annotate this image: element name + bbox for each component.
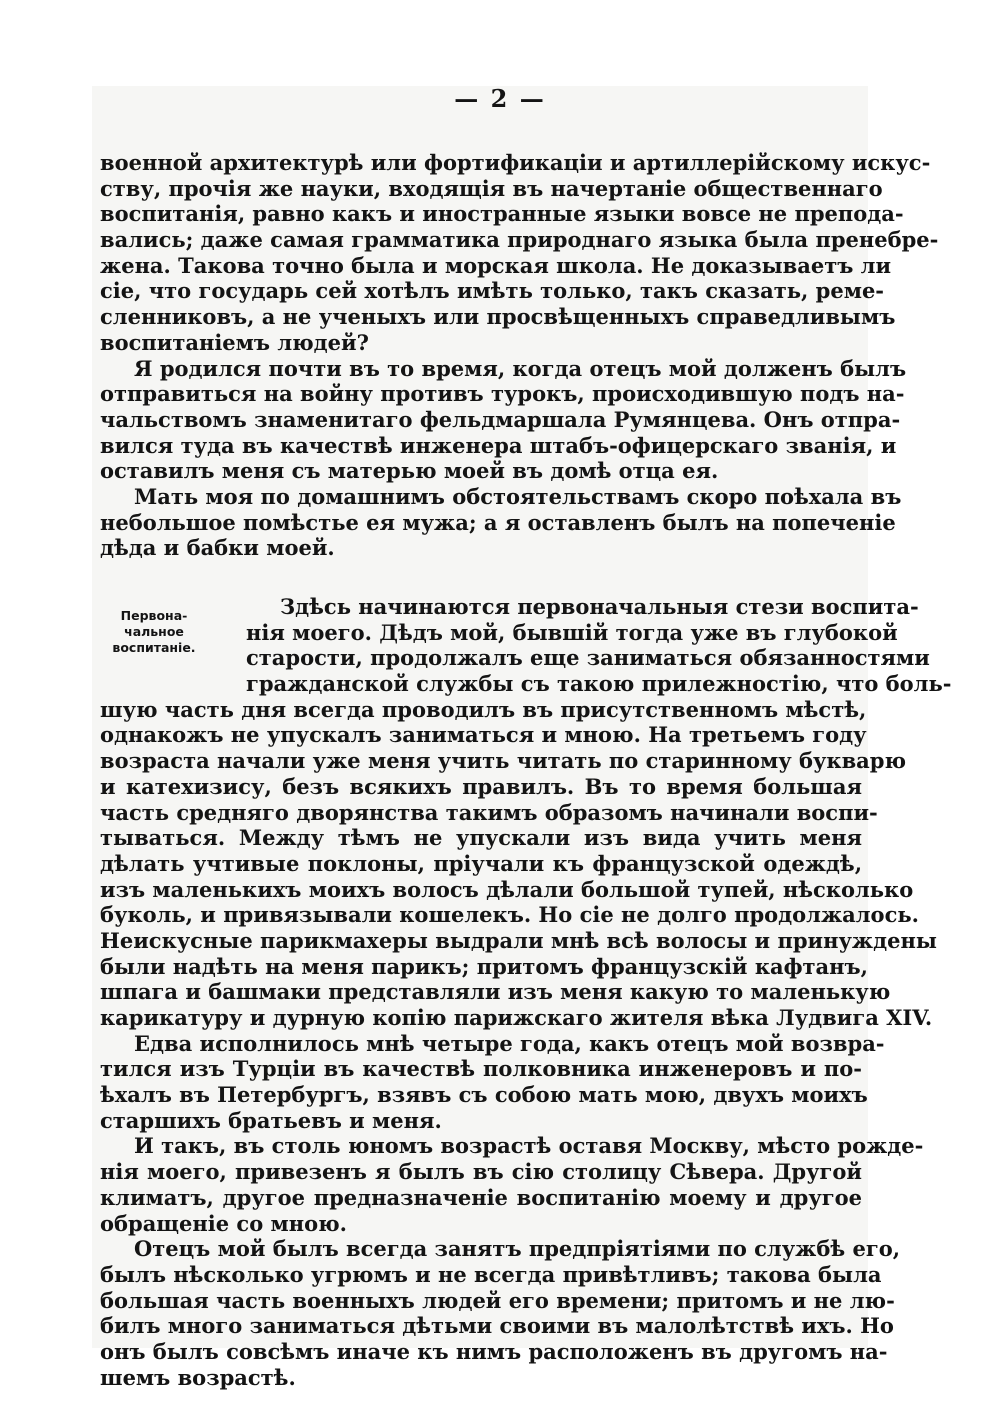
text-line: Неискусные парикмахеры выдрали мнѣ всѣ волосы и принуждены [100,927,937,953]
text-line: отправиться на войну противъ турокъ, происходившую подъ на- [100,381,905,407]
paragraph-5 [100,1030,885,1134]
paragraph-4 [100,594,952,1031]
text-line: старшихъ братьевъ и меня. [100,1107,442,1133]
text-line: онъ былъ совсѣмъ иначе къ нимъ расположенъ въ другомъ на- [100,1338,888,1364]
text-line: шую часть дня всегда проводилъ въ присутственномъ мѣстѣ, [100,696,867,722]
text-line: карикатуру и дурную копію парижскаго жителя вѣка Лудвига XIV. [100,1005,933,1030]
text-line: нія моего, привезенъ я былъ въ сію столицу Сѣвера. Другой [100,1159,862,1185]
text-line: дѣда и бабки моей. [100,535,335,561]
margin-note [100,608,208,656]
text-line: возраста начали уже меня учить читать по старинному букварю [100,748,907,774]
text-line: чальствомъ знаменитаго фельдмаршала Румянцева. Онъ отпра- [100,406,901,432]
text-line: старости, продолжалъ еще заниматься обязанностями [246,645,930,671]
text-line: были надѣть на меня парикъ; притомъ французскій кафтанъ, [100,953,868,979]
text-line: сіе, что государь сей хотѣлъ имѣть только, такъ сказать, реме- [100,278,885,304]
text-line: ству, прочія же науки, входящія въ начертаніе общественнаго [100,175,883,201]
text-line: Я родился почти въ то время, когда отецъ мой долженъ былъ [134,355,907,381]
text-line: изъ маленькихъ моихъ волосъ дѣлали большой тупей, нѣсколько [100,876,914,902]
text-line: обращеніе со мною. [100,1210,347,1236]
text-line: шемъ возрастѣ. [100,1364,296,1390]
text-line: и катехизису, безъ всякихъ правилъ. Въ то время большая [100,773,862,799]
text-line: ѣхалъ въ Петербургъ, взявъ съ собою мать мою, двухъ моихъ [100,1082,868,1108]
text-line: однакожъ не упускалъ заниматься и мною. На третьемъ году [100,722,867,748]
text-line: гражданской службы съ такою прилежностію, что боль- [246,671,952,697]
text-line: часть средняго дворянства такимъ образомъ начинали воспи- [100,799,878,825]
text-line: Мать моя по домашнимъ обстоятельствамъ скоро поѣхала въ [134,483,902,509]
text-line: былъ нѣсколько угрюмъ и не всегда привѣтливъ; такова была [100,1261,882,1287]
section-gap [100,561,862,594]
paragraph-1 [100,150,939,356]
page-number: — 2 — [454,84,546,113]
margin-note-line: Первона- [120,608,188,623]
text-line: Здѣсь начинаются первоначальныя стези воспита- [280,594,919,619]
margin-note-line: воспитаніе. [112,640,196,655]
text-line: воспитаніемъ людей? [100,329,369,355]
text-line: оставилъ меня съ матерью моей въ домѣ отца ея. [100,458,719,484]
text-line: дѣлать учтивые поклоны, пріучали къ французской одеждѣ, [100,850,862,876]
margin-note-line: чальное [124,624,184,639]
text-line: тываться. Между тѣмъ не упускали изъ вида учить меня [100,825,862,851]
text-line: Едва исполнилось мнѣ четыре года, какъ отецъ мой возвра- [134,1030,885,1056]
text-line: небольшое помѣстье ея мужа; а я оставленъ былъ на попеченіе [100,509,896,535]
text-line: жена. Такова точно была и морская школа. Не доказываетъ ли [100,252,892,278]
text-line: нія моего. Дѣдъ мой, бывшій тогда уже въ глубокой [246,619,898,645]
body-text [100,150,952,1390]
text-line: вались; даже самая грамматика природнаго языка была пренебре- [100,227,939,253]
paragraph-7 [100,1236,901,1390]
text-line: большая часть военныхъ людей его времени; притомъ и не лю- [100,1287,895,1313]
text-line: сленниковъ, а не ученыхъ или просвѣщенныхъ справедливымъ [100,304,896,330]
paragraph-6 [100,1133,924,1236]
text-line: шпага и башмаки представляли изъ меня какую то маленькую [100,979,891,1005]
text-line: вился туда въ качествѣ инженера штабъ-офицерскаго званія, и [100,432,897,458]
text-line: Отецъ мой былъ всегда занятъ предпріятіями по службѣ его, [134,1236,901,1262]
text-line: билъ много заниматься дѣтьми своими въ малолѣтствѣ ихъ. Но [100,1313,894,1339]
text-line: военной архитектурѣ или фортификаціи и артиллерійскому искус- [100,150,931,175]
text-line: воспитанія, равно какъ и иностранные языки вовсе не препода- [100,201,904,227]
paragraph-3 [100,483,902,561]
text-line: климатъ, другое предназначеніе воспитанію моему и другое [100,1184,862,1210]
text-line: буколь, и привязывали кошелекъ. Но сіе не долго продолжалось. [100,902,919,928]
text-line: И такъ, въ столь юномъ возрастѣ оставя Москву, мѣсто рожде- [134,1133,924,1159]
text-line: тился изъ Турціи въ качествѣ полковника инженеровъ и по- [100,1056,862,1082]
paragraph-2 [100,355,907,484]
